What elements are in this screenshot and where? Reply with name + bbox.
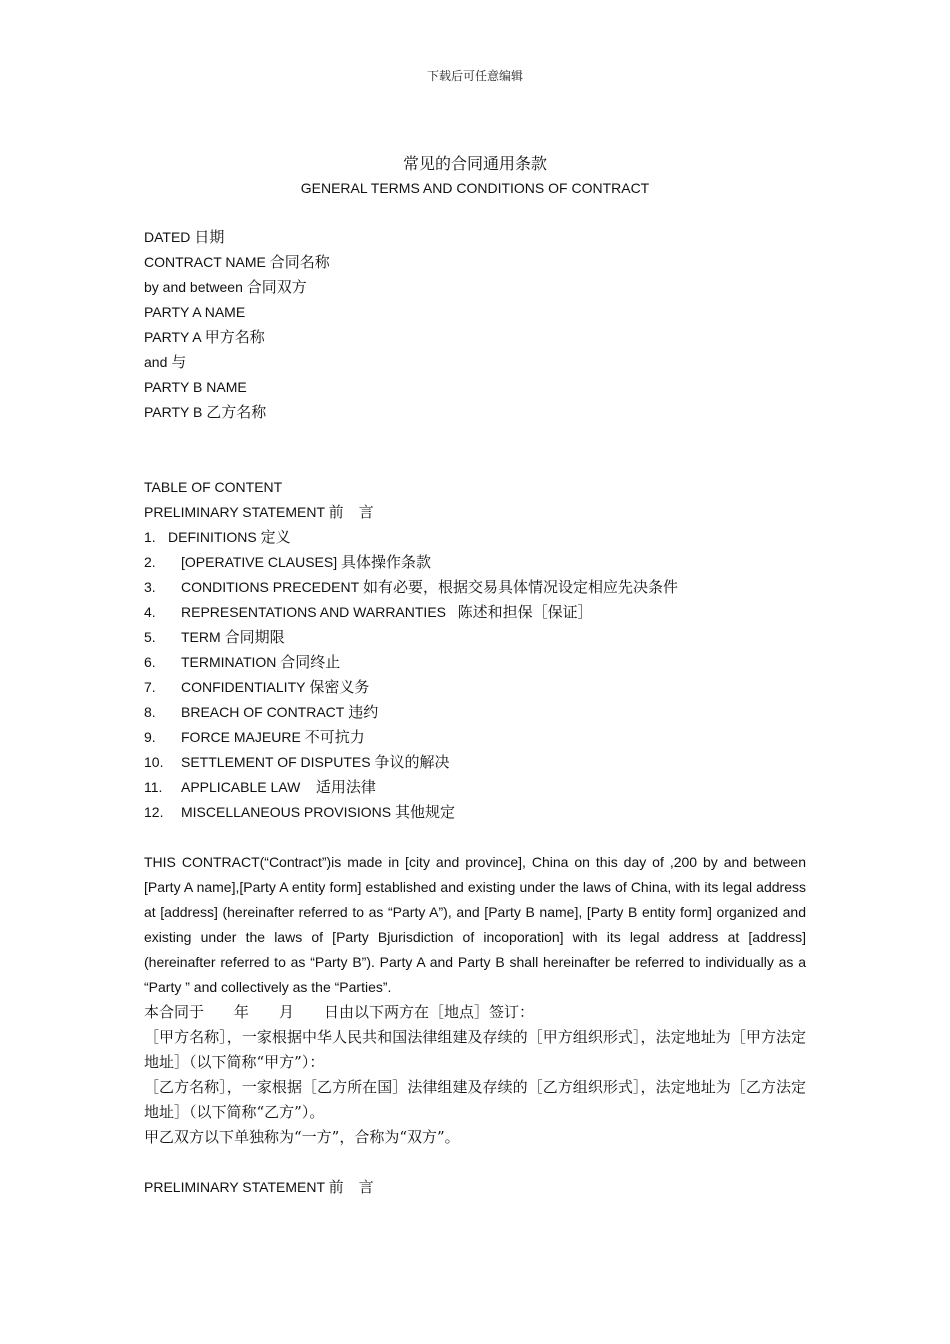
toc-item [144,700,806,725]
toc-item-en: BREACH OF CONTRACT [181,704,345,720]
toc-item-cn: 其他规定 [394,803,455,821]
toc-item-number: 7. [144,679,156,695]
toc-item-number: 9. [144,729,156,745]
toc-item-number: 1. [144,529,156,545]
toc-item-en: [OPERATIVE CLAUSES] [181,554,338,570]
cover-line-party-b [144,400,806,425]
toc-item-cn: 保密义务 [309,678,370,696]
toc-item [144,625,806,650]
cover-label-en: DATED [144,229,191,245]
toc-item-en: APPLICABLE LAW [181,779,301,795]
preamble-english: THIS CONTRACT(“Contract”)is made in [city and province], China on this day of ,200 by and between [Party A name],[Party A entity form] established and existing under the laws of China, with its legal address at [address] (hereinafter referred to as “Party A”), and [Party B name], [Party B entity form] organized and existing under the laws of [Party Bjurisdiction of incoporation] with its legal address at [address] (hereinafter referred to as “Party B”). Party A and Party B shall hereinafter be referred to individually as a “Party ” and collectively as the “Parties”. [144,854,806,995]
toc-item [144,725,806,750]
cover-label-en: CONTRACT NAME [144,254,266,270]
cover-label-cn: 乙方名称 [206,403,267,421]
section-heading-preliminary [144,1175,806,1200]
toc-item-cn: 争议的解决 [374,753,450,771]
toc-item-number: 8. [144,704,156,720]
spacer [144,825,806,850]
toc-item-cn: 违约 [348,703,379,721]
toc-item [144,650,806,675]
cover-label-en: PARTY B [144,404,203,420]
preamble-cn-parties: 甲乙双方以下单独称为“一方”，合称为“双方”。 [144,1128,460,1146]
spacer [144,1150,806,1175]
cover-label-cn: 合同名称 [269,253,330,271]
document-body [144,225,806,1200]
toc-item [144,675,806,700]
toc-item-cn: 如有必要，根据交易具体情况设定相应先决条件 [363,578,679,596]
toc-preliminary [144,500,806,525]
cover-label-en: and [144,354,168,370]
toc-item-en: CONDITIONS PRECEDENT [181,579,360,595]
toc-item-number: 12. [144,804,164,820]
spacer [144,425,806,475]
title-block [0,152,950,200]
cover-line-party-a [144,325,806,350]
cover-label-cn: 与 [171,353,187,371]
preamble-cn-party-a: ［甲方名称］，一家根据中华人民共和国法律组建及存续的［甲方组织形式］，法定地址为［甲方法定地址］（以下简称“甲方”）： [144,1028,806,1071]
cover-label-en: PARTY B NAME [144,379,247,395]
toc-item-en: REPRESENTATIONS AND WARRANTIES [181,604,446,620]
toc-item-cn: 定义 [260,528,291,546]
toc-item-cn: 不可抗力 [304,728,365,746]
toc-item-en: FORCE MAJEURE [181,729,301,745]
toc-item [144,775,806,800]
toc-heading: TABLE OF CONTENT [144,479,283,495]
cover-line-party-a-name [144,300,806,325]
toc-item-number: 4. [144,604,156,620]
cover-line-and [144,350,806,375]
toc-preliminary-cn: 前 言 [328,503,374,521]
toc-item-number: 3. [144,579,156,595]
toc-item-cn: 陈述和担保［保证］ [457,603,593,621]
cover-label-en: by and between [144,279,243,295]
toc-item [144,550,806,575]
toc-item-cn: 适用法律 [315,778,376,796]
toc-item-number: 5. [144,629,156,645]
section-heading-en: PRELIMINARY STATEMENT [144,1179,325,1195]
toc-item-cn: 合同终止 [280,653,341,671]
cover-label-en: PARTY A NAME [144,304,246,320]
section-heading-cn: 前 言 [328,1178,374,1196]
toc-preliminary-en: PRELIMINARY STATEMENT [144,504,325,520]
cover-block [144,225,806,425]
header-note: 下载后可任意编辑 [426,69,523,83]
cover-label-cn: 合同双方 [246,278,307,296]
toc-item-cn: 合同期限 [224,628,285,646]
toc-item-number: 10. [144,754,164,770]
title-english: GENERAL TERMS AND CONDITIONS OF CONTRACT [300,180,650,196]
title-chinese: 常见的合同通用条款 [402,154,547,173]
toc-item-cn: 具体操作条款 [341,553,432,571]
cover-label-en: PARTY A [144,329,201,345]
toc-item-en: SETTLEMENT OF DISPUTES [181,754,371,770]
cover-line-contract-name [144,250,806,275]
toc-item-number: 6. [144,654,156,670]
toc-item-en: MISCELLANEOUS PROVISIONS [181,804,392,820]
toc-item [144,600,806,625]
preamble-cn-party-b: ［乙方名称］，一家根据［乙方所在国］法律组建及存续的［乙方组织形式］，法定地址为［乙方法定地址］（以下简称“乙方”）。 [144,1078,806,1121]
toc-item-en: DEFINITIONS [168,529,257,545]
toc-item-number: 2. [144,554,156,570]
cover-line-by-and-between [144,275,806,300]
table-of-contents [144,475,806,825]
cover-line-party-b-name [144,375,806,400]
toc-item-en: TERMINATION [181,654,277,670]
toc-item-en: CONFIDENTIALITY [181,679,306,695]
toc-item [144,575,806,600]
toc-item-number: 11. [144,779,163,795]
cover-label-cn: 甲方名称 [204,328,265,346]
toc-item [144,525,806,550]
toc-item [144,750,806,775]
cover-line-dated [144,225,806,250]
toc-item [144,800,806,825]
toc-item-en: TERM [181,629,221,645]
cover-label-cn: 日期 [194,228,225,246]
preamble-cn-date-line: 本合同于 年 月 日由以下两方在［地点］签订： [144,1003,535,1021]
